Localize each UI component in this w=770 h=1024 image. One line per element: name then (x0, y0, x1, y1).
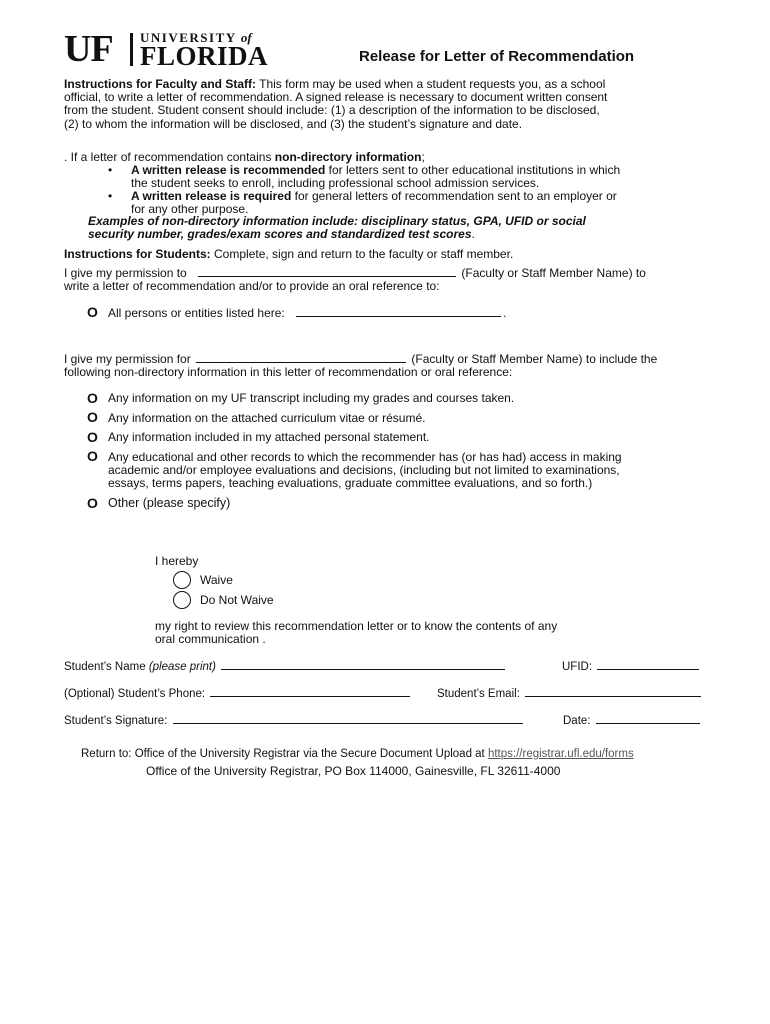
registrar-forms-link[interactable]: https://registrar.ufl.edu/forms (487, 748, 634, 760)
date-row: Date: (563, 715, 702, 729)
permission1-line1: I give my permission to (Faculty or Staff Member Name) to (64, 266, 646, 280)
student-name-field[interactable] (221, 668, 505, 670)
option-circle[interactable]: O (87, 390, 98, 406)
option-records-line2: academic and/or employee evaluations and decisions, (including but not limited to examinations, (108, 463, 620, 477)
logo-university-text: UNIVERSITY of (140, 30, 252, 45)
faculty-instructions-line3: from the student. Student consent should include: (1) a description of the information to be disclosed, (64, 103, 600, 117)
student-name-row: Student’s Name (please print) (64, 661, 507, 675)
registrar-address: Office of the University Registrar, PO Box 114000, Gainesville, FL 32611-4000 (146, 764, 561, 778)
permission1-line2: write a letter of recommendation and/or to provide an oral reference to: (64, 279, 440, 293)
examples-line2: security number, grades/exam scores and standardized test scores. (88, 227, 475, 241)
faculty-name-field-1[interactable] (198, 275, 456, 277)
email-row: Student’s Email: (437, 688, 703, 702)
waive-label: Waive (200, 573, 233, 587)
option-circle[interactable]: O (87, 409, 98, 425)
do-not-waive-label: Do Not Waive (200, 593, 274, 607)
phone-row: (Optional) Student’s Phone: (64, 688, 412, 702)
uf-logo (64, 28, 294, 71)
logo-uf-text: UF (64, 28, 113, 70)
option-all-persons: All persons or entities listed here: . (108, 306, 507, 320)
option-records: Any educational and other records to which the recommender has (or has had) access in making (108, 450, 622, 464)
bullet-marker: • (108, 163, 113, 177)
option-transcript: Any information on my UF transcript including my grades and courses taken. (108, 391, 515, 405)
option-other: Other (please specify) (108, 496, 231, 510)
ufid-row: UFID: (562, 661, 701, 675)
option-circle[interactable]: O (87, 495, 98, 511)
email-field[interactable] (525, 695, 701, 697)
permission2-line1: I give my permission for (Faculty or Staff Member Name) to include the (64, 352, 658, 366)
examples-line1: Examples of non-directory information include: disciplinary status, GPA, UFID or social (88, 214, 586, 228)
faculty-name-field-2[interactable] (196, 361, 406, 363)
phone-field[interactable] (210, 695, 410, 697)
logo-divider (130, 33, 133, 66)
ufid-field[interactable] (597, 668, 699, 670)
do-not-waive-radio[interactable] (173, 591, 191, 609)
bullet-marker: • (108, 189, 113, 203)
logo-florida-text: FLORIDA (140, 41, 269, 71)
bullet2-text: A written release is required for general letters of recommendation sent to an employer or (131, 189, 617, 203)
waiver-text-line1: my right to review this recommendation letter or to know the contents of any (155, 619, 558, 633)
faculty-instructions-line4: (2) to whom the information will be disclosed, and (3) the student’s signature and date. (64, 117, 523, 131)
waiver-intro: I hereby (155, 554, 199, 568)
bullet2-line2: for any other purpose. (131, 202, 249, 216)
option-circle[interactable]: O (87, 304, 98, 320)
waiver-text-line2: oral communication . (155, 632, 266, 646)
faculty-instructions-line1: Instructions for Faculty and Staff: This form may be used when a student requests you, as a school (64, 77, 606, 91)
faculty-instructions-line2: official, to write a letter of recommendation. A signed release is necessary to document written consent (64, 90, 608, 104)
signature-row: Student’s Signature: (64, 715, 525, 729)
option-personal-statement: Any information included in my attached personal statement. (108, 430, 430, 444)
bullet1-line2: the student seeks to enroll, including professional school admission services. (131, 176, 540, 190)
form-title: Release for Letter of Recommendation (359, 48, 635, 65)
persons-field[interactable] (296, 315, 501, 317)
date-field[interactable] (596, 722, 700, 724)
option-cv: Any information on the attached curriculum vitae or résumé. (108, 411, 426, 425)
option-records-line3: essays, terms papers, teaching evaluations, graduate committee evaluations, and so forth.) (108, 476, 593, 490)
option-circle[interactable]: O (87, 448, 98, 464)
permission2-line2: following non-directory information in this letter of recommendation or oral reference: (64, 365, 513, 379)
nondirectory-intro: . If a letter of recommendation contains non-directory information; (64, 150, 425, 164)
bullet1-text: A written release is recommended for letters sent to other educational institutions in which (131, 163, 621, 177)
waive-radio[interactable] (173, 571, 191, 589)
return-line: Return to: Office of the University Registrar via the Secure Document Upload at https://registrar.ufl.edu/forms (81, 748, 634, 760)
signature-field[interactable] (173, 722, 523, 724)
student-instructions: Instructions for Students: Complete, sign and return to the faculty or staff member. (64, 247, 514, 261)
option-circle[interactable]: O (87, 429, 98, 445)
